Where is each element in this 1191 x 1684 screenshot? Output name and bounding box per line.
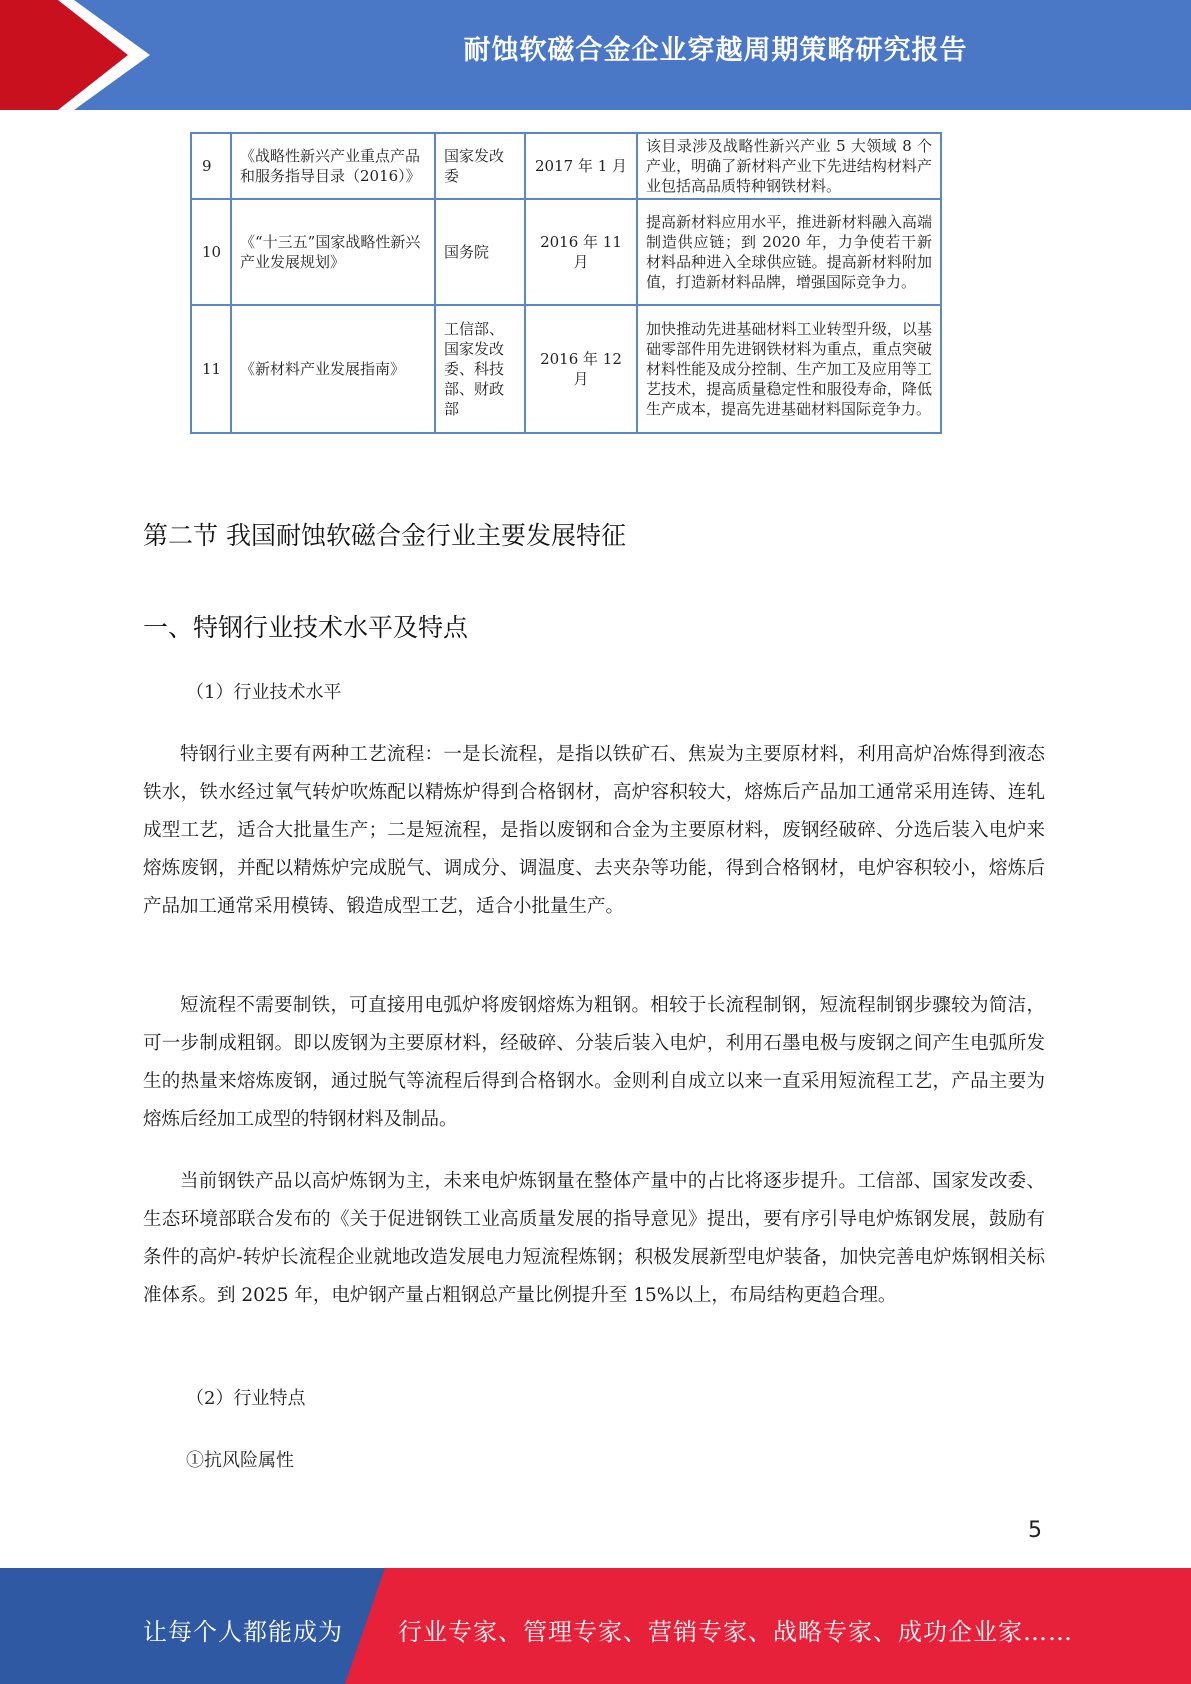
policy-name: 《战略性新兴产业重点产品和服务指导目录（2016）》 (231, 133, 435, 199)
paragraph-short-process: 短流程不需要制铁，可直接用电弧炉将废钢熔炼为粗钢。相较于长流程制钢，短流程制钢步骤较为简洁，可一步制成粗钢。即以废钢为主要原材料，经破碎、分装后装入电炉，利用石墨电极与废钢之间产生电弧所发生的热量来熔炼废钢，通过脱气等流程后得到合格钢水。金则利自成立以来一直采用短流程工艺，产品主要为熔炼后经加工成型的特钢材料及制品。 (143, 995, 1045, 1130)
section-title: 第二节 我国耐蚀软磁合金行业主要发展特征 (143, 521, 626, 550)
subsection-title: 一、特钢行业技术水平及特点 (143, 613, 469, 642)
policy-description: 该目录涉及战略性新兴产业 5 大领域 8 个产业，明确了新材料产业下先进结构材料产业包括高品质特种钢铁材料。 (637, 133, 941, 199)
report-title: 耐蚀软磁合金企业穿越周期策略研究报告 (463, 35, 968, 66)
issue-date: 2016 年 11 月 (525, 199, 637, 305)
policy-table (190, 132, 942, 434)
footer-banner (0, 1568, 1191, 1684)
table-row (191, 305, 941, 433)
row-number: 11 (191, 305, 231, 433)
page-number: 5 (1028, 1518, 1042, 1543)
table-row (191, 133, 941, 199)
header-banner (0, 0, 1191, 110)
policy-name: 《新材料产业发展指南》 (231, 305, 435, 433)
table-row (191, 199, 941, 305)
item-heading-features: （2）行业特点 (186, 1388, 306, 1409)
issuing-authority: 工信部、国家发改委、科技部、财政部 (435, 305, 525, 433)
item-heading-risk-resistance: ①抗风险属性 (186, 1450, 294, 1471)
row-number: 10 (191, 199, 231, 305)
issuing-authority: 国家发改委 (435, 133, 525, 199)
issue-date: 2016 年 12 月 (525, 305, 637, 433)
policy-description: 提高新材料应用水平，推进新材料融入高端制造供应链；到 2020 年，力争使若干新材料品种进入全球供应链。提高新材料附加值，打造新材料品牌，增强国际竞争力。 (637, 199, 941, 305)
item-heading-tech-level: （1）行业技术水平 (186, 682, 342, 703)
paragraph-electric-furnace: 当前钢铁产品以高炉炼钢为主，未来电炉炼钢量在整体产量中的占比将逐步提升。工信部、国家发改委、生态环境部联合发布的《关于促进钢铁工业高质量发展的指导意见》提出，要有序引导电炉炼钢发展，鼓励有条件的高炉-转炉长流程企业就地改造发展电力短流程炼钢；积极发展新型电炉装备，加快完善电炉炼钢相关标准体系。到 2025 年，电炉钢产量占粗钢总产量比例提升至 15%以上，布局结构更趋合理。 (143, 1171, 1045, 1306)
row-number: 9 (191, 133, 231, 199)
policy-description: 加快推动先进基础材料工业转型升级，以基础零部件用先进钢铁材料为重点，重点突破材料性能及成分控制、生产加工及应用等工艺技术，提高质量稳定性和服役寿命，降低生产成本，提高先进基础材料国际竞争力。 (637, 305, 941, 433)
issue-date: 2017 年 1 月 (525, 133, 637, 199)
footer-slogan-right: 行业专家、管理专家、营销专家、战略专家、成功企业家…… (398, 1618, 1073, 1646)
policy-name: 《“十三五”国家战略性新兴产业发展规划》 (231, 199, 435, 305)
footer-slogan-left: 让每个人都能成为 (143, 1618, 343, 1646)
issuing-authority: 国务院 (435, 199, 525, 305)
paragraph-process-flows: 特钢行业主要有两种工艺流程：一是长流程，是指以铁矿石、焦炭为主要原材料，利用高炉冶炼得到液态铁水，铁水经过氧气转炉吹炼配以精炼炉得到合格钢材，高炉容积较大，熔炼后产品加工通常采用连铸、连轧成型工艺，适合大批量生产；二是短流程，是指以废钢和合金为主要原材料，废钢经破碎、分选后装入电炉来熔炼废钢，并配以精炼炉完成脱气、调成分、调温度、去夹杂等功能，得到合格钢材，电炉容积较小，熔炼后产品加工通常采用模铸、锻造成型工艺，适合小批量生产。 (143, 744, 1045, 917)
